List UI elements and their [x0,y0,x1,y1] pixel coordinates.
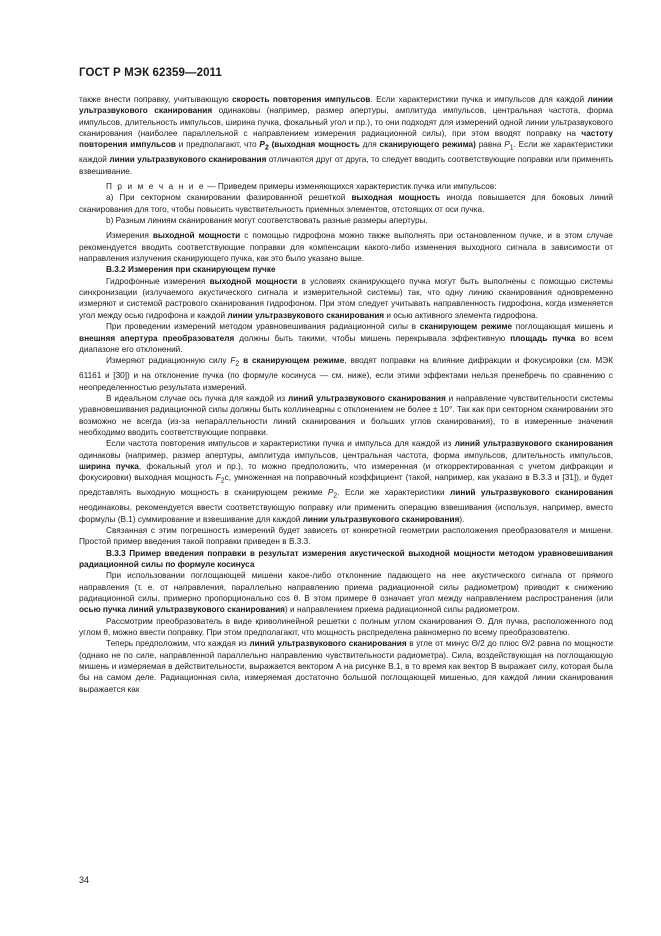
note-item-b: b) Разным линиям сканирования могут соответствовать разные размеры апертуры. [106,216,428,226]
paragraph: Измеряют радиационную силу $F_2$ в сканирующем режиме, вводят поправки на влияние дифракции и фокусировки (см. МЭК 61161 и [30]) и на отклонение пучка (по формуле косинуса — см. ниже), если этими эффектами нельзя пренебречь по сравнению с неопределенностью результата измерений. [79,356,613,392]
page-number: 34 [79,875,90,885]
paragraph: также внести поправку, учитывающую скорость повторения импульсов. Если характеристики пучка и импульсов для каждой линии ультразвукового сканирования одинаковы (например, размер апертуры, амплитуда импульсов, центральная частота, форма импульсов, длительность импульсов, ширина пучка, фокальный угол и пр.), то они подходят для измерений одной линии ультразвукового сканирования (наиболее параллельной с направлением измерения радиационной силы), при этом вводят поправку на частоту повторения импульсов и предполагают, что $P_2$ (выходная мощность для сканирующего режима) равна $P_1$. Если же характеристики каждой линии ультразвукового сканирования отличаются друг от друга, то следует вводить соответствующие поправки или применять взвешивание. [79,95,614,176]
paragraph: Если частота повторения импульсов и характеристики пучка и импульса для каждой из линий ультразвукового сканирования одинаковы (например, размер апертуры, амплитуда импульсов, центральная частота, форма импульсов, длительность импульсов, ширина пучка, фокальный угол и пр.), то можно предположить, что измеренная (и откорректированная с учетом дифракции и фокусировки) выходная мощность $F_2c$, умноженная на поправочный коэффициент (такой, например, как указано в B.3.3 и [31]), и будет представлять выходную мощность в сканирующем режиме $P_2$. Если же характеристики линий ультразвукового сканирования неодинаковы, рекомендуется ввести соответствующую поправку или применить операцию взвешивания (используя, например, вместо формулы (B.1) суммирование и взвешивание для каждой линии ультразвукового сканирования). [79,439,614,524]
paragraph: Теперь предположим, что каждая из линий ультразвукового сканирования в угле от минус Θ/2 до плюс Θ/2 равна по мощности (однако не по силе, направленной параллельно направлению чувствительности радиометра). Сила, воздействующая на поглощающую мишень и измеряемая в действительности, выражается вектором А на рисунке B.1, в то время как вектор B выражает силу, которая была бы на самом деле. Радиационная сила, измеряемая достаточно большой поглощающей мишенью, для каждой линии сканирования выражается как [79,639,613,694]
note-item-a: а) При секторном сканировании фазированной решеткой выходная мощность иногда повышается для боковых линий сканирования для того, чтобы повысить чувствительность приемных элементов, отстоящих от оси пучка. [79,193,613,214]
paragraph: Гидрофонные измерения выходной мощности в условиях сканирующего пучка могут быть выполнены с помощью системы синхронизации (излучаемого акустического сигнала и измерительной системы) так, что одну линию сканирования одновременно измеряют и системой растрового сканирования гидрофоном. При этом следует учитывать направленность гидрофона, когда изменяется угол между осью гидрофона и каждой линии ультразвукового сканирования и осью активного элемента гидрофона. [79,276,613,320]
paragraph: При проведении измерений методом уравновешивания радиационной силы в сканирующем режиме поглощающая мишень и внешняя апертура преобразователя должны быть такими, чтобы мишень перекрывала эффективную площадь пучка во всем диапазоне его отклонений. [79,322,613,354]
note-paragraph: П р и м е ч а н и е — Приведем примеры изменяющихся характеристик пучка или импульсов: [106,182,497,192]
paragraph: В идеальном случае ось пучка для каждой из линий ультразвукового сканирования и направление чувствительности системы уравновешивания радиационной силы должны быть коллинеарны с отклонением не более ± 10°. Так как при секторном сканировании это возможно не всегда (из-за непараллельности линий сканирования и больших углов сканирования), то в измеренные значения необходимо вводить соответствующие поправки. [79,393,613,437]
paragraph: Связанная с этим погрешность измерений будет зависеть от конкретной геометрии расположения преобразователя и мишени. Простой пример введения такой поправки приведен в B.3.3. [79,525,613,547]
paragraph: Измерения выходной мощности с помощью гидрофона можно также выполнять при остановленном пучке, и в этом случае рекомендуется вводить соответствующие поправки для компенсации какого-либо изменения выходного сигнала в зависимости от направления излучения сканирующего пучка, как это было указано выше. [79,231,614,264]
document-body [79,94,613,695]
document-header: ГОСТ Р МЭК 62359—2011 [79,67,222,79]
paragraph: Рассмотрим преобразователь в виде криволинейной решетки с полным углом сканирования Θ. Для пучка, расположенного под углом θ, можно ввести поправку. При этом предполагают, что мощность распределена равномерно по всему преобразователю. [79,616,613,638]
section-heading-b33: B.3.3 Пример введения поправки в результат измерения акустической выходной мощности методом уравновешивания радиационной силы по формуле косинуса [79,548,613,569]
paragraph: При использовании поглощающей мишени какое-либо отклонение падающего на нее акустического сигнала от прямого направления (т. е. от направления, параллельно направлению приема радиационной силы радиометром) приводит к снижению радиационной силы, примерно пропорционально cos θ. В этом примере θ означает угол между направлением распространения (или осью пучка линий ультразвукового сканирования) и направлением приема радиационной силы радиометром. [79,571,613,615]
section-heading-b32: B.3.2 Измерения при сканирующем пучке [106,265,276,275]
